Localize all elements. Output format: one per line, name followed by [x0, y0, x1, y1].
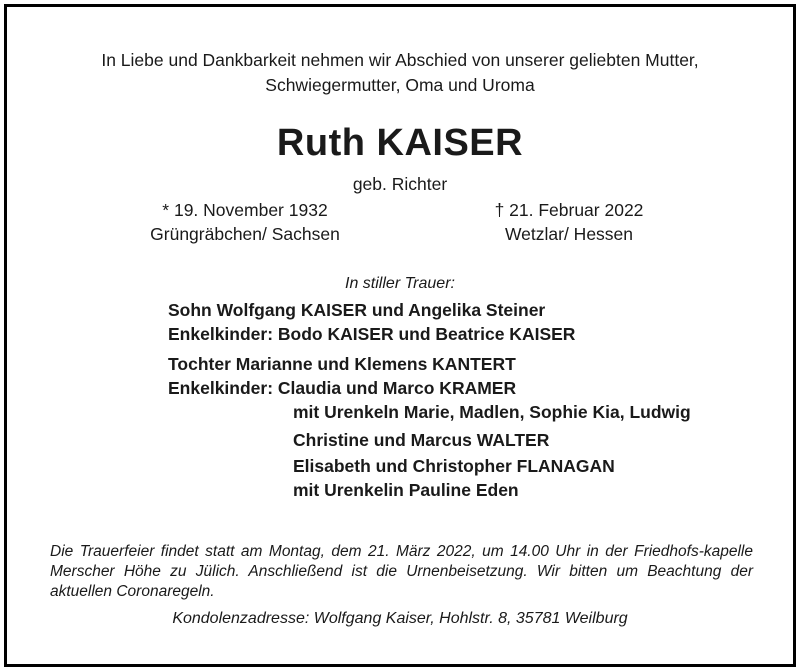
birth-place: Grüngräbchen/ Sachsen: [150, 224, 340, 244]
death-date: † 21. Februar 2022: [494, 200, 644, 220]
mourner-line: Sohn Wolfgang KAISER und Angelika Steiner: [168, 300, 546, 320]
mourner-line: mit Urenkelin Pauline Eden: [293, 480, 519, 500]
mourner-line: Enkelkinder: Bodo KAISER und Beatrice KAISER: [168, 324, 576, 344]
deceased-name: Ruth KAISER: [276, 122, 524, 164]
intro-line-1: In Liebe und Dankbarkeit nehmen wir Abschied von unserer geliebten Mutter,: [101, 50, 699, 70]
mourner-line: Elisabeth und Christopher FLANAGAN: [293, 456, 615, 476]
condolence-address: Kondolenzadresse: Wolfgang Kaiser, Hohlstr. 8, 35781 Weilburg: [172, 610, 628, 627]
mourner-line: Tochter Marianne und Klemens KANTERT: [168, 354, 516, 374]
mourner-line: mit Urenkeln Marie, Madlen, Sophie Kia, Ludwig: [293, 402, 691, 422]
mourner-line: Christine und Marcus WALTER: [293, 430, 550, 450]
death-place: Wetzlar/ Hessen: [504, 224, 634, 244]
funeral-notice: Die Trauerfeier findet statt am Montag, dem 21. März 2022, um 14.00 Uhr in der Friedhofs-kapelle Merscher Höhe zu Jülich. Anschließend ist die Urnenbeisetzung. Wir bitten um Beachtung der aktuellen Coronaregeln.: [50, 543, 753, 600]
maiden-name: geb. Richter: [352, 174, 448, 194]
birth-date: * 19. November 1932: [162, 200, 328, 220]
mourner-line: Enkelkinder: Claudia und Marco KRAMER: [168, 378, 517, 398]
obituary-frame: [4, 4, 796, 667]
intro-line-2: Schwiegermutter, Oma und Uroma: [265, 75, 535, 95]
mourners-heading: In stiller Trauer:: [345, 275, 455, 292]
